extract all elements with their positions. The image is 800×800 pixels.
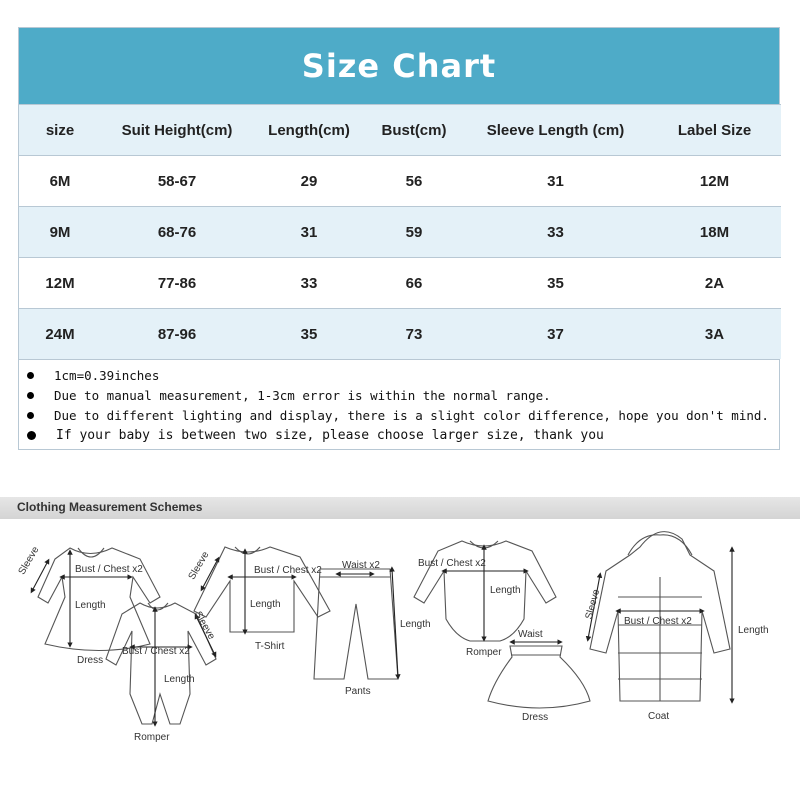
list-item [27,425,779,445]
table-cell: 58-67 [101,156,253,207]
header-cell: Suit Height(cm) [101,105,253,156]
table-row [19,258,781,309]
header-cell: size [19,105,101,156]
table-cell: 31 [253,207,365,258]
romper-illustration [106,603,217,743]
bodysuit-outline [414,541,556,641]
table-cell: 6M [19,156,101,207]
table-cell: 73 [365,309,463,360]
schemes-header-bar [0,497,800,519]
tshirt-outline [194,547,330,632]
note-text: 1cm=0.39inches [54,367,160,383]
romper-collar [148,603,168,610]
table-row [19,207,781,258]
pants-length-label: Length [400,619,431,630]
tshirt-bust-label: Bust / Chest x2 [254,565,322,576]
pants-outline [314,569,398,679]
note-text: Due to different lighting and display, there is a slight color difference, hope you don't mind. [54,407,769,423]
romper-sleeve-label: Sleeve [192,609,217,642]
table-cell: 29 [253,156,365,207]
tshirt-length-label: Length [250,599,281,610]
dress-caption: Dress [77,655,104,666]
table-cell: 9M [19,207,101,258]
skirt-waist-label: Waist [518,629,543,640]
dress-sleeve-label: Sleeve [16,544,42,577]
list-item [27,405,779,425]
note-text: If your baby is between two size, please choose larger size, thank you [56,427,604,443]
notes-list [19,359,779,449]
header-cell: Label Size [648,105,781,156]
skirt-caption: Dress [522,712,549,723]
bodysuit-caption: Romper [466,647,502,658]
table-cell: 33 [463,207,648,258]
pants-length-measure [392,569,398,677]
coat-length-label: Length [738,625,769,636]
chart-title: Size Chart [301,47,497,85]
bodysuit-illustration [414,541,556,658]
table-cell: 66 [365,258,463,309]
tshirt-collar [235,547,260,554]
measurement-illustrations [0,519,800,800]
coat-caption: Coat [648,711,670,722]
romper-bust-label: Bust / Chest x2 [122,646,190,657]
list-item [27,365,779,385]
tshirt-sleeve-label: Sleeve [186,549,212,582]
tshirt-caption: T-Shirt [255,641,285,652]
table-cell: 77-86 [101,258,253,309]
pants-caption: Pants [345,686,371,697]
schemes-title: Clothing Measurement Schemes [17,500,203,514]
table-cell: 68-76 [101,207,253,258]
size-table [19,104,781,359]
table-row [19,156,781,207]
dress-sleeve-measure [32,561,48,591]
bullet-icon [27,431,36,440]
coat-hood [628,535,692,555]
dress-bust-label: Bust / Chest x2 [75,564,143,575]
pants-illustration [314,560,431,697]
table-cell: 59 [365,207,463,258]
note-text: Due to manual measurement, 1-3cm error is within the normal range. [54,387,551,403]
bullet-icon [27,392,34,399]
header-cell: Length(cm) [253,105,365,156]
coat-sleeve-label: Sleeve [583,588,603,621]
bodysuit-length-label: Length [490,585,521,596]
list-item [27,385,779,405]
title-bar [19,28,779,104]
table-cell: 24M [19,309,101,360]
coat-illustration [584,532,769,722]
dress-length-label: Length [75,600,106,611]
romper-length-label: Length [164,674,195,685]
table-cell: 33 [253,258,365,309]
size-chart [18,27,780,450]
table-cell: 12M [19,258,101,309]
table-cell: 3A [648,309,781,360]
table-cell: 35 [253,309,365,360]
table-cell: 18M [648,207,781,258]
table-cell: 37 [463,309,648,360]
bullet-icon [27,412,34,419]
table-header-row [19,105,781,156]
dress-collar [78,548,104,557]
bodysuit-collar [470,541,498,548]
header-cell: Bust(cm) [365,105,463,156]
table-row [19,309,781,360]
table-cell: 87-96 [101,309,253,360]
bullet-icon [27,372,34,379]
romper-caption: Romper [134,732,170,743]
header-cell: Sleeve Length (cm) [463,105,648,156]
table-cell: 56 [365,156,463,207]
table-cell: 2A [648,258,781,309]
table-cell: 35 [463,258,648,309]
bodysuit-bust-label: Bust / Chest x2 [418,558,486,569]
coat-bust-label: Bust / Chest x2 [624,616,692,627]
skirt-illustration [488,629,590,723]
table-cell: 12M [648,156,781,207]
pants-waist-label: Waist x2 [342,560,380,571]
table-cell: 31 [463,156,648,207]
